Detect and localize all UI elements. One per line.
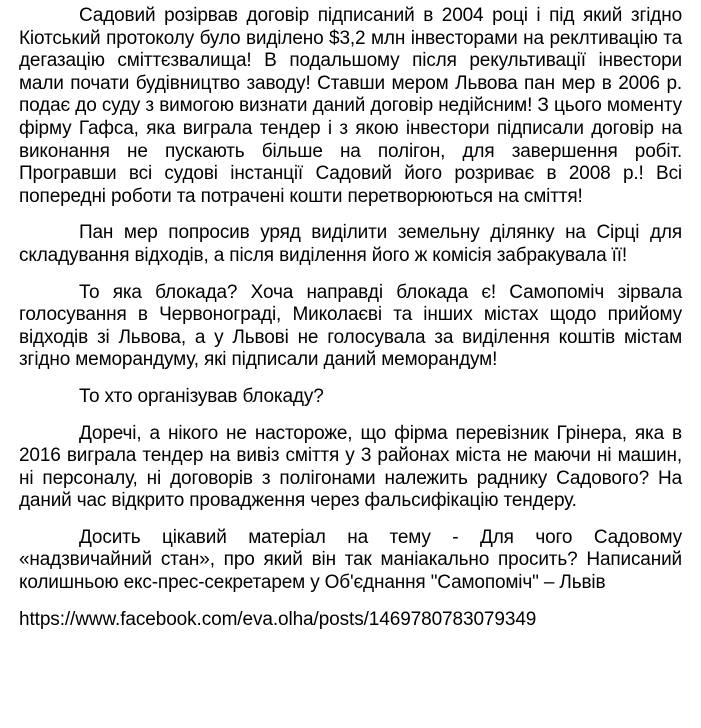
paragraph-question: То хто організував блокаду? <box>79 385 324 407</box>
paragraph-grinera: Доречі, а нікого не настороже, що фірма перевізник Грінера, яка в 2016 виграла тендер на вивіз сміття у 3 районах міста не маючи ні машин, ні персоналу, ні договорів з полігонами належить раднику Садового? На даний час відкрито провадження через фальсифікацію тендеру. <box>19 422 682 512</box>
paragraph-material: Досить цікавий матеріал на тему - Для чого Садовому «надзвичайний стан», про який він так маніакально просить? Написаний колишньою екс-прес-секретарем у Об'єднання "Самопоміч" – Львів <box>19 526 682 594</box>
paragraph-blockade: То яка блокада? Хоча направді блокада є! Самопоміч зірвала голосування в Червонограді, Миколаєві та інших містах щодо прийому відходів зі Львова, а у Львові не голосувала за виділення коштів містам згідно меморандуму, які підписали даний меморандум! <box>19 281 682 371</box>
paragraph-contract: Садовий розірвав договір підписаний в 2004 році і під який згідно Кіотський протоколу було виділено $3,2 млн інвесторами на реклтивацію та дегазацію сміттєзвалища! В подальшому після рекультивації інвестори мали почати будівництво заводу! Ставши мером Львова пан мер в 2006 р. подає до суду з вимогою визнати даний договір недійсним! З цього моменту фірму Гафса, яка виграла тендер і з якою інвестори підписали договір на виконання не пускають більше на полігон, для завершення робіт. Програвши всі судові інстанції Садовий його розриває в 2008 р.! Всі попередні роботи та потрачені кошти перетворюються на сміття! <box>19 5 682 207</box>
paragraph-land-plot: Пан мер попросив уряд виділити земельну ділянку на Сірці для складування відходів, а після виділення його ж комісія забракувала її! <box>19 222 682 266</box>
source-url[interactable]: https://www.facebook.com/eva.olha/posts/1469780783079349 <box>19 608 537 630</box>
